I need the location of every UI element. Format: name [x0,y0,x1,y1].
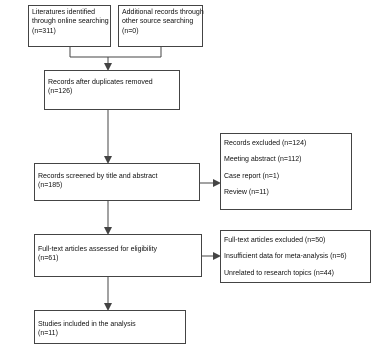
box-duplicates-removed [44,70,180,110]
box-studies-included [34,310,186,344]
box-fulltext-assessed [34,234,202,277]
box-records-excluded [220,133,352,210]
online-line1: Literatures identified [32,9,96,16]
box-other-source [118,5,203,47]
fulltext-excluded-item-unrelated: Unrelated to research topics (n=44) [224,269,334,277]
box-records-screened [34,163,200,201]
excluded-title: Records excluded (n=124) [224,140,307,147]
included-count: (n=11) [38,330,58,338]
other-count: (n=0) [122,27,139,35]
duplicates-line1: Records after duplicates removed [48,79,153,86]
fulltext-excluded-title: Full-text articles excluded (n=50) [224,237,326,244]
excluded-item-meeting: Meeting abstract (n=112) [224,156,302,164]
online-count: (n=311) [32,27,56,35]
fulltext-excluded-item-insufficient: Insufficient data for meta-analysis (n=6) [224,253,347,261]
excluded-item-review: Review (n=11) [224,189,269,197]
duplicates-count: (n=126) [48,88,73,96]
other-line1: Additional records through [122,9,204,16]
box-fulltext-excluded [220,230,371,283]
online-line2: through online searching [32,18,109,26]
screened-line1: Records screened by title and abstract [38,173,158,180]
fulltext-line1: Full-text articles assessed for eligibility [38,246,158,253]
included-line1: Studies included in the analysis [38,321,136,328]
fulltext-count: (n=61) [38,255,59,263]
screened-count: (n=185) [38,182,63,190]
other-line2: other source searching [122,18,194,26]
excluded-item-case: Case report (n=1) [224,172,280,180]
box-online-search [28,5,111,47]
